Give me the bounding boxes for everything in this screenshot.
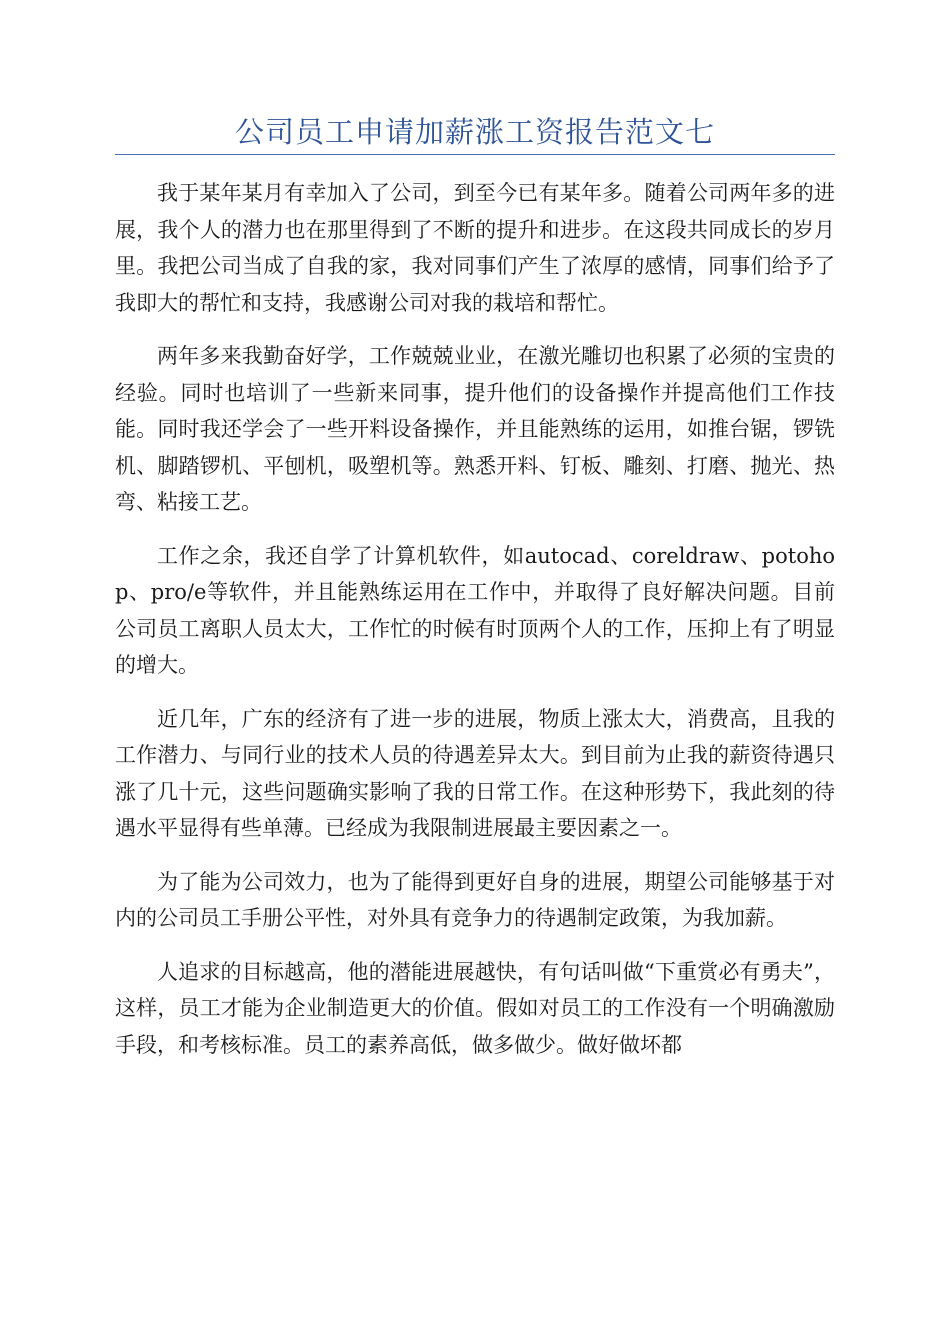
title-underline: [115, 154, 835, 155]
paragraph-4: 近几年，广东的经济有了进一步的进展，物质上涨太大，消费高，且我的工作潜力、与同行业的技术人员的待遇差异太大。到目前为止我的薪资待遇只涨了几十元，这些问题确实影响了我的日常工作。在这种形势下，我此刻的待遇水平显得有些单薄。已经成为我限制进展最主要因素之一。: [115, 706, 835, 840]
paragraph-6: 人追求的目标越高，他的潜能进展越快，有句话叫做“下重赏必有勇夫”，这样，员工才能为企业制造更大的价值。假如对员工的工作没有一个明确激励手段，和考核标准。员工的素养高低，做多做少。做好做坏都: [115, 959, 835, 1057]
document-body: [115, 175, 835, 1080]
paragraph-3: 工作之余，我还自学了计算机软件，如autocad、coreldraw、potohop、pro/e等软件，并且能熟练运用在工作中，并取得了良好解决问题。目前公司员工离职人员太大，工作忙的时候有时顶两个人的工作，压抑上有了明显的增大。: [115, 543, 835, 677]
document-title: 公司员工申请加薪涨工资报告范文七: [234, 115, 715, 149]
paragraph-1: 我于某年某月有幸加入了公司，到至今已有某年多。随着公司两年多的进展，我个人的潜力也在那里得到了不断的提升和进步。在这段共同成长的岁月里。我把公司当成了自我的家，我对同事们产生了浓厚的感情，同事们给予了我即大的帮忙和支持，我感谢公司对我的栽培和帮忙。: [115, 181, 835, 315]
paragraph-2: 两年多来我勤奋好学，工作兢兢业业，在激光雕切也积累了必须的宝贵的经验。同时也培训了一些新来同事，提升他们的设备操作并提高他们工作技能。同时我还学会了一些开料设备操作，并且能熟练的运用，如推台锯，锣铣机、脚踏锣机、平刨机，吸塑机等。熟悉开料、钉板、雕刻、打磨、抛光、热弯、粘接工艺。: [115, 344, 835, 514]
paragraph-5: 为了能为公司效力，也为了能得到更好自身的进展，期望公司能够基于对内的公司员工手册公平性，对外具有竞争力的待遇制定政策，为我加薪。: [115, 869, 835, 930]
